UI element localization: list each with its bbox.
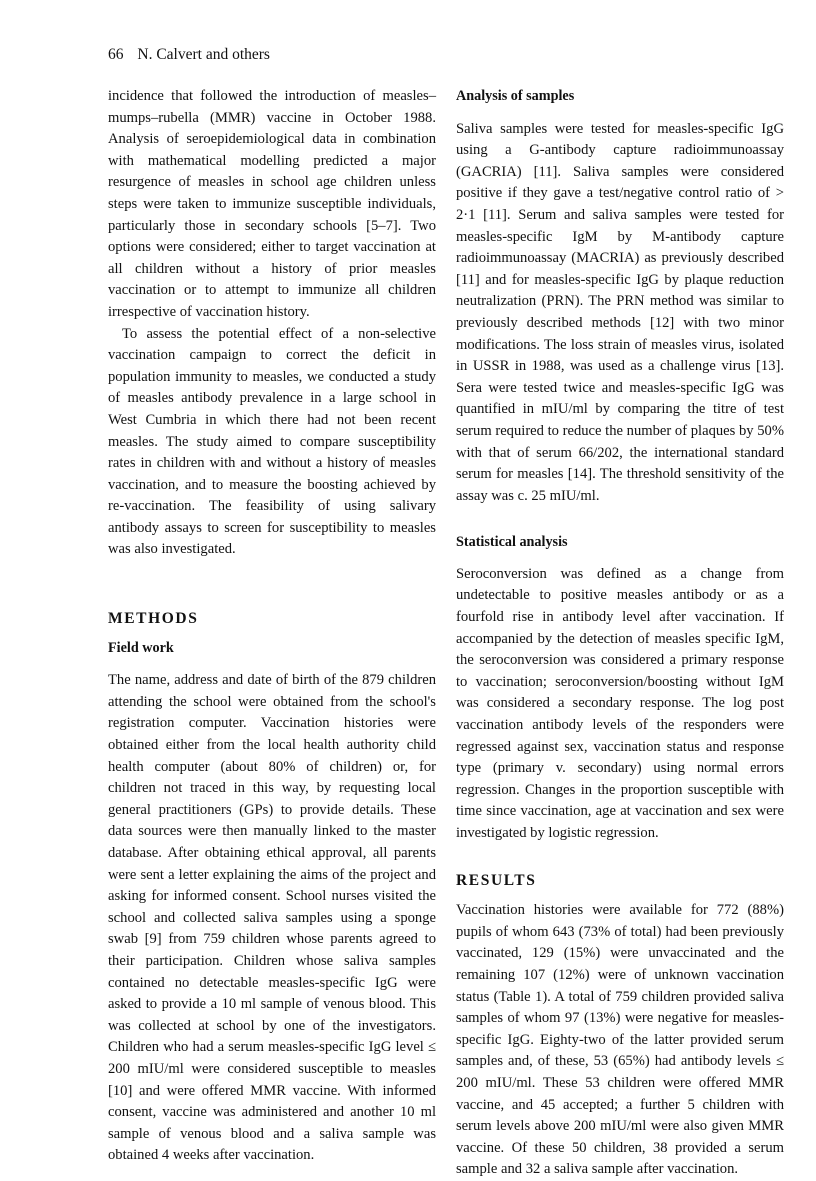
analysis-paragraph: Saliva samples were tested for measles-specific IgG using a G-antibody capture radioimmunoassay (GACRIA) [11]. Saliva samples were considered positive if they gave a test/negative control ratio of > 2·1 [11]. Serum and saliva samples were tested for measles-specific IgM by M-antibody capture radioimmunoassay (MACRIA) as previously described [11] and for measles-specific IgG by plaque reduction neutralization (PRN). The PRN method was similar to previously described methods [12] with two minor modifications. The loss strain of measles virus, isolated in USSR in 1988, was used as a challenge virus [13]. Sera were tested twice and measles-specific IgG was quantified in mIU/ml by comparing the titre of test serum required to reduce the number of plaques by 50% with that of serum 66/202, the international standard serum for measles [14]. The threshold sensitivity of the assay was c. 25 mIU/ml. <box>456 120 784 504</box>
stats-paragraph: Seroconversion was defined as a change from undetectable to positive measles antibody or as a fourfold rise in antibody level after vaccination. If accompanied by the detection of measles specific IgM, the seroconversion was considered a primary response to vaccination; seroconversion/boosting without IgM was considered a secondary response. The log post vaccination antibody levels of the responders were regressed against sex, vaccination status and response type (primary v. secondary) using normal errors regression. Changes in the proportion susceptible with time since vaccination, age at vaccination and sex were investigated by logistic regression. <box>456 565 784 841</box>
running-head: N. Calvert and others <box>137 46 270 63</box>
intro-paragraph-2: To assess the potential effect of a non-selective vaccination campaign to correct the deficit in population immunity to measles, we conducted a study of measles antibody prevalence in a large school in West Cumbria in which there had not been recent measles. The study aimed to compare susceptibility rates in children with and without a history of measles vaccination, and to measure the boosting achieved by re-vaccination. The feasibility of using salivary antibody assays to screen for susceptibility to measles was also investigated. <box>108 325 436 558</box>
fieldwork-paragraph: The name, address and date of birth of the 879 children attending the school were obtained from the school's registration computer. Vaccination histories were obtained either from the local health authority child health computer (about 80% of children) or, for children not traced in this way, by requesting local general practitioners (GPs) to provide details. These data sources were then manually linked to the master database. After obtaining ethical approval, all parents were sent a letter explaining the aims of the project and asking for informed consent. School nurses visited the school and collected saliva samples using a sponge swab [9] from 759 children whose parents agreed to their participation. Children whose saliva samples contained no detectable measles-specific IgG were asked to provide a 10 ml sample of venous blood. This was collected at school by one of the investigators. Children who had a serum measles-specific IgG level ≤ 200 mIU/ml were considered susceptible to measles [10] and were offered MMR vaccine. With informed consent, vaccine was administered and another 10 ml sample of venous blood and a saliva sample was obtained 4 weeks after vaccination. <box>108 672 436 1164</box>
right-column <box>456 86 784 1181</box>
results-heading: RESULTS <box>456 871 537 889</box>
analysis-heading: Analysis of samples <box>456 88 575 104</box>
stats-heading: Statistical analysis <box>456 534 568 551</box>
running-header <box>108 46 270 64</box>
intro-paragraph-1: incidence that followed the introduction of measles–mumps–rubella (MMR) vaccine in October 1988. Analysis of seroepidemiological data in combination with mathematical modelling predicted a major resurgence of measles in school age children unless steps were taken to immunize susceptible individuals, particularly those in secondary schools [5–7]. Two options were considered; either to target vaccination at all children without a history of prior measles vaccination or to attempt to immunize all children irrespective of vaccination history. <box>108 88 436 320</box>
results-paragraph: Vaccination histories were available for 772 (88%) pupils of whom 643 (73% of total) had been previously vaccinated, 129 (15%) were unvaccinated and the remaining 107 (12%) were of unknown vaccination status (Table 1). A total of 759 children provided saliva samples of whom 97 (13%) were negative for measles-specific IgG. Eighty-two of the latter provided serum samples and, of these, 53 (65%) had antibody levels ≤ 200 mIU/ml. These 53 children were offered MMR vaccine, and 45 accepted; a further 5 children with serum levels above 200 mIU/ml were also given MMR vaccine. Of these 50 children, 38 provided a serum sample and 32 a saliva sample after vaccination. <box>456 902 784 1178</box>
page-number: 66 <box>108 46 124 63</box>
methods-heading: METHODS <box>108 610 199 628</box>
left-column <box>108 86 436 1167</box>
fieldwork-heading: Field work <box>108 639 174 656</box>
